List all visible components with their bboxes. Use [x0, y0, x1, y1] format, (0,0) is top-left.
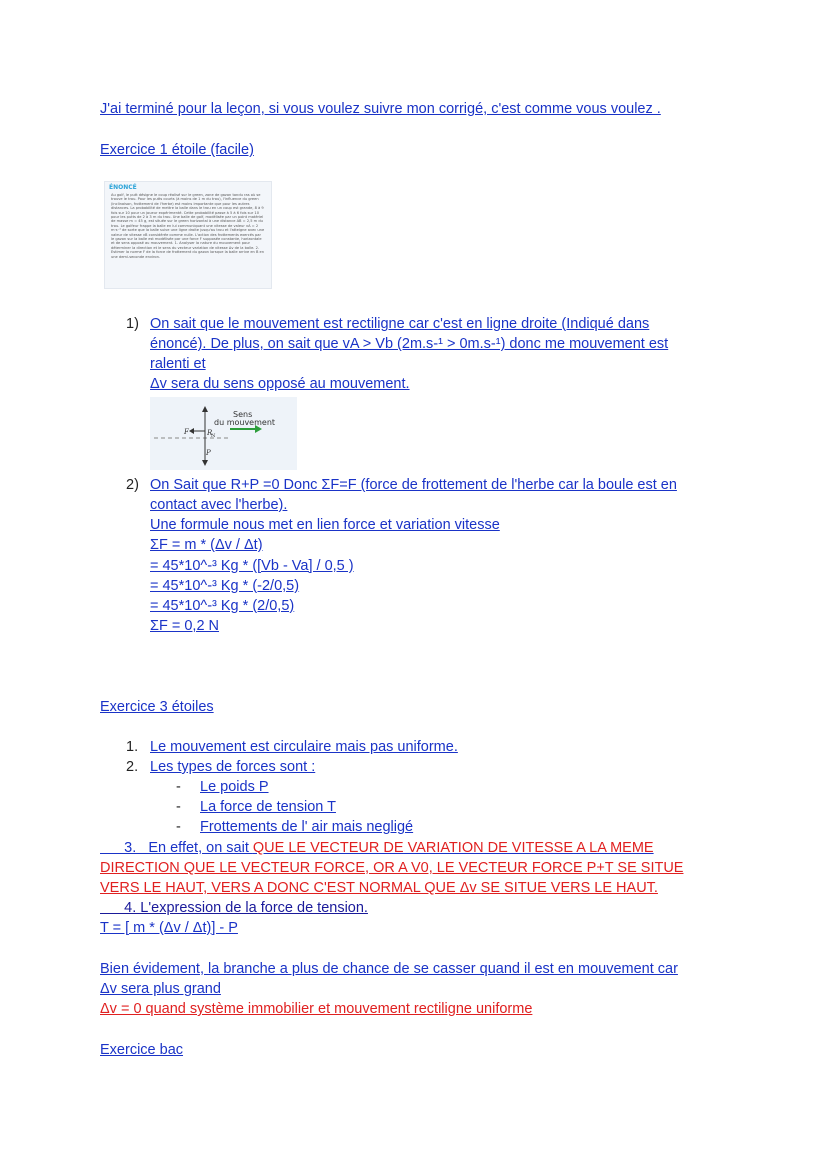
ex3-item-4[interactable]: 4. L'expression de la force de tension. — [100, 900, 368, 916]
q2-line[interactable]: ΣF = m * (Δv / Δt) — [150, 537, 263, 553]
enonce-image — [104, 181, 272, 289]
ex3-item-2[interactable]: Les types de forces sont : — [150, 759, 316, 775]
q1-line[interactable]: ralenti et — [150, 356, 206, 372]
rn-subscript: N — [211, 433, 216, 439]
q2-line[interactable]: contact avec l'herbe). — [150, 497, 288, 513]
q1-line[interactable]: On sait que le mouvement est rectiligne car c'est en ligne droite (Indiqué dans — [150, 316, 650, 332]
q2-line[interactable]: On Sait que R+P =0 Donc ΣF=F (force de frottement de l'herbe car la boule est en — [150, 477, 677, 493]
q2-line[interactable]: Une formule nous met en lien force et variation vitesse — [150, 517, 500, 533]
rn-label: R — [207, 429, 213, 437]
red-note[interactable]: Δv = 0 quand système immobilier et mouvement rectiligne uniforme — [100, 1001, 533, 1017]
force-item[interactable]: Le poids P — [200, 779, 269, 795]
enonce-text: Au golf, le putt désigne le coup réalisé sur le green, zone de gazon tondu ras où se trouve le trou. Pour les putts courts (à moins de 1 m du trou), l'influence du green (inclinaison, frottement de l'herbe) est moins importante que pour les autres distances. La probabilité de mettre la balle dans le trou en un coup est grande, 8 à 9 fois sur 10 pour un joueur expérimenté. Cette probabilité passe à 5 à 6 fois sur 10 pour les putts de 2 à 3 m du trou. Une balle de golf, modélisée par un point matériel de masse m = 45 g, est située sur le green horizontal à une distance AB = 2,5 m du trou. Le golfeur frappe la balle en lui communiquant une vitesse de valeur vA = 2 m·s⁻¹ de sorte que la balle suive une ligne droite jusqu'au trou et l'atteigne avec une valeur de vitesse vB considérée comme nulle. L'action des frottements exercés par le gazon sur la balle est modélisée par une force F supposée constante, horizontale et de sens opposé au mouvement. 1. Analyser la nature du mouvement pour déterminer la direction et le sens du vecteur variation de vitesse Δv de la balle. 2. Estimer la norme F de la force de frottement du gazon lorsque la balle arrive en B en une demi-seconde environ. — [111, 193, 265, 259]
q1-line[interactable]: Δv sera du sens opposé au mouvement. — [150, 376, 410, 392]
intro-line[interactable]: J'ai terminé pour la leçon, si vous voulez suivre mon corrigé, c'est comme vous voulez . — [100, 101, 661, 117]
item3-prefix: 3. En effet, on sait — [100, 840, 253, 856]
f-arrowhead — [189, 428, 194, 434]
q2-number: 2) — [126, 477, 139, 493]
q1-line[interactable]: énoncé). De plus, on sait que vA > Vb (2m.s-¹ > 0m.s-¹) donc me mouvement est — [150, 336, 669, 352]
enonce-header: ÉNONCÉ — [109, 184, 137, 191]
force-bullet: - — [176, 799, 181, 815]
force-diagram-svg — [150, 397, 297, 470]
force-item[interactable]: Frottements de l' air mais negligé — [200, 819, 414, 835]
exercise-bac-title[interactable]: Exercice bac — [100, 1042, 184, 1058]
exercise-1-title[interactable]: Exercice 1 étoile (facile) — [100, 142, 254, 158]
item3-red-line[interactable]: VERS LE HAUT, VERS A DONC C'EST NORMAL QUE Δv SE SITUE VERS LE HAUT. — [100, 880, 658, 896]
item3-red-text: QUE LE VECTEUR DE VARIATION DE VITESSE A LA MEME — [252, 840, 654, 856]
ex3-item-1[interactable]: Le mouvement est circulaire mais pas uniforme. — [150, 739, 458, 755]
conclusion-line[interactable]: Bien évidement, la branche a plus de chance de se casser quand il est en mouvement car — [100, 961, 678, 977]
q2-line[interactable]: = 45*10^-³ Kg * (2/0,5) — [150, 598, 295, 614]
exercise-3-title[interactable]: Exercice 3 étoiles — [100, 699, 214, 715]
f-label: F — [184, 428, 189, 436]
sens-label: Sens — [233, 410, 253, 419]
force-item[interactable]: La force de tension T — [200, 799, 336, 815]
ex3-item-2-number: 2. — [126, 759, 139, 775]
q2-line[interactable]: = 45*10^-³ Kg * ([Vb - Va] / 0,5 ) — [150, 558, 354, 574]
p-arrowhead — [202, 460, 208, 466]
conclusion-line[interactable]: Δv sera plus grand — [100, 981, 221, 997]
rn-arrowhead — [202, 406, 208, 412]
sens-label-2: du mouvement — [214, 418, 276, 427]
tension-formula[interactable]: T = [ m * (Δv / Δt)] - P — [100, 920, 238, 936]
ex3-item-1-number: 1. — [126, 739, 139, 755]
p-label: P — [206, 449, 211, 457]
force-bullet: - — [176, 819, 181, 835]
force-bullet: - — [176, 779, 181, 795]
q1-number: 1) — [126, 316, 139, 332]
item3-red-line[interactable]: DIRECTION QUE LE VECTEUR FORCE, OR A V0, LE VECTEUR FORCE P+T SE SITUE — [100, 860, 684, 876]
q2-line[interactable]: = 45*10^-³ Kg * (-2/0,5) — [150, 578, 300, 594]
ex3-item-3[interactable] — [100, 838, 654, 858]
q2-line[interactable]: ΣF = 0,2 N — [150, 618, 220, 634]
force-diagram — [150, 397, 297, 470]
